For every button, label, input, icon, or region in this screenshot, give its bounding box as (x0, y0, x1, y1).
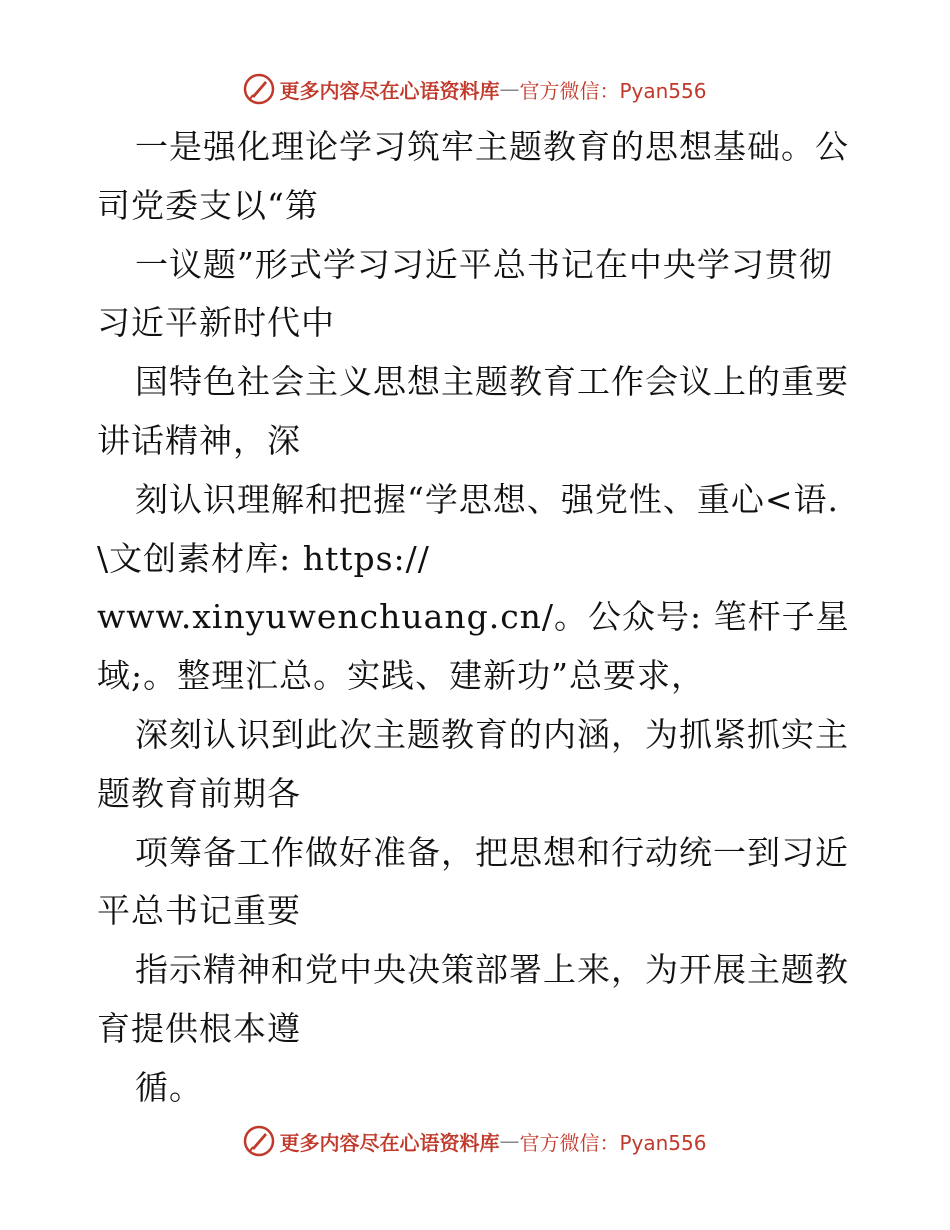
banner-separator: — (499, 77, 520, 101)
text-line: 深刻认识到此次主题教育的内涵，为抓紧抓实主 (135, 714, 849, 754)
banner-title: 更多内容尽在心语资料库 (279, 78, 500, 103)
text-line: 循。 (135, 1067, 203, 1107)
quill-logo-icon (243, 1125, 275, 1157)
text-line: 平总书记重要 (97, 891, 301, 931)
text-line: 项筹备工作做好准备，把思想和行动统一到习近 (135, 832, 849, 872)
document-body (97, 118, 857, 1118)
quill-logo-icon (243, 73, 275, 105)
text-line: 指示精神和党中央决策部署上来，为开展主题教 (135, 950, 849, 990)
text-line: 一是强化理论学习筑牢主题教育的思想基础。公 (135, 127, 849, 166)
text-line: 习近平新时代中 (97, 303, 335, 343)
text-line: 讲话精神，深 (97, 420, 301, 460)
text-line: 题教育前期各 (97, 773, 301, 813)
banner-title: 更多内容尽在心语资料库 (279, 1130, 500, 1155)
banner-wechat: 官方微信：Pyan556 (519, 1130, 707, 1155)
footer-watermark-banner (0, 1124, 950, 1158)
text-line: 育提供根本遵 (97, 1008, 301, 1048)
text-line: www.xinyuwenchuang.cn/。公众号: 笔杆子星 (97, 597, 850, 637)
text-line: 域;。整理汇总。实践、建新功”总要求， (97, 656, 705, 696)
banner-separator: — (499, 1129, 520, 1153)
text-line: 国特色社会主义思想主题教育工作会议上的重要 (135, 362, 849, 402)
header-watermark-banner (0, 72, 950, 106)
text-line: 一议题”形式学习习近平总书记在中央学习贯彻 (135, 244, 833, 284)
banner-wechat: 官方微信：Pyan556 (519, 78, 707, 103)
text-line: 刻认识理解和把握“学思想、强党性、重心<语. (135, 479, 840, 519)
text-line: \文创素材库: https:// (97, 538, 430, 578)
text-line: 司党委支以“第 (97, 185, 319, 225)
